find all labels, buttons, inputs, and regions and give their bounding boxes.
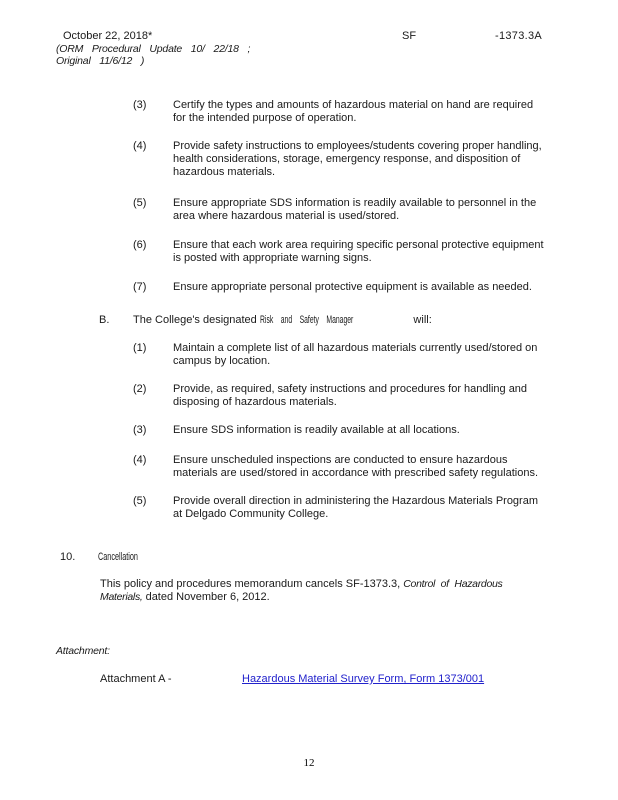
section-10-heading [60, 551, 618, 564]
item-number: (5) [133, 495, 147, 507]
header-revision-line1: (ORM Procedural Update 10/ 22/18 ; [56, 43, 251, 55]
attachment-row [100, 673, 618, 686]
list-item [133, 383, 618, 409]
item-text: Ensure appropriate SDS information is readily available to personnel in the area where hazardous material is used/stored. [173, 197, 537, 222]
header-revision-line2: Original 11/6/12 ) [56, 55, 145, 67]
section-b-intro-suffix: will: [410, 314, 432, 326]
header-date: October 22, 2018* [63, 30, 153, 42]
attachment-item-label: Attachment A - [100, 673, 172, 685]
item-text: Provide safety instructions to employees/students covering proper handling, health considerations, storage, emergency response, and disposition of hazardous materials. [173, 140, 542, 178]
list-item [133, 99, 618, 125]
item-number: (5) [133, 197, 147, 209]
item-text: Maintain a complete list of all hazardous materials currently used/stored on campus by location. [173, 342, 538, 367]
item-number: (4) [133, 140, 147, 152]
section-b-intro [133, 314, 432, 327]
item-number: (6) [133, 239, 147, 251]
list-item [133, 197, 618, 223]
list-item [133, 281, 618, 294]
list-item [133, 454, 618, 480]
item-number: (2) [133, 383, 147, 395]
item-number: (3) [133, 424, 147, 436]
section-b-label: B. [99, 314, 110, 326]
cancellation-text-suffix: dated November 6, 2012. [142, 591, 270, 603]
item-text: Provide, as required, safety instructions and procedures for handling and disposing of hazardous materials. [173, 383, 528, 408]
item-text: Ensure unscheduled inspections are conducted to ensure hazardous materials are used/stored in accordance with prescribed safety regulations. [173, 454, 539, 479]
section-b-intro-prefix: The College's designated [133, 314, 260, 326]
list-item [133, 342, 618, 368]
page-number: 12 [303, 757, 315, 769]
cancellation-paragraph [100, 578, 548, 604]
item-number: (4) [133, 454, 147, 466]
cancellation-text-prefix: This policy and procedures memorandum cancels SF-1373.3, [100, 578, 404, 590]
item-number: (7) [133, 281, 147, 293]
list-item [133, 424, 618, 437]
item-text: Ensure appropriate personal protective equipment is available as needed. [173, 281, 532, 293]
page-header [56, 30, 618, 72]
section-b-list [0, 342, 618, 521]
item-text: Ensure that each work area requiring specific personal protective equipment is posted with appropriate warning signs. [173, 239, 544, 264]
item-text: Certify the types and amounts of hazardous material on hand are required for the intended purpose of operation. [173, 99, 534, 124]
cancelled-policy-title: Control of Hazardous Materials, [100, 578, 503, 603]
section-b-heading [99, 314, 618, 327]
section-b-role: Risk and Safety Manager [259, 314, 354, 326]
list-item [133, 495, 618, 521]
section-10-title: Cancellation [98, 551, 138, 563]
attachment-section-label: Attachment: [56, 645, 110, 657]
item-number: (3) [133, 99, 147, 111]
list-item [133, 239, 618, 265]
section-10-number: 10. [60, 551, 76, 563]
header-policy-prefix: SF [402, 30, 417, 42]
item-text: Ensure SDS information is readily available at all locations. [173, 424, 460, 436]
section-a-list [0, 99, 618, 294]
item-number: (1) [133, 342, 147, 354]
header-policy-number: -1373.3A [495, 30, 543, 42]
item-text: Provide overall direction in administering the Hazardous Materials Program at Delgado Community College. [173, 495, 538, 520]
attachment-link[interactable]: Hazardous Material Survey Form, Form 1373/001 [242, 673, 485, 685]
list-item [133, 140, 618, 179]
